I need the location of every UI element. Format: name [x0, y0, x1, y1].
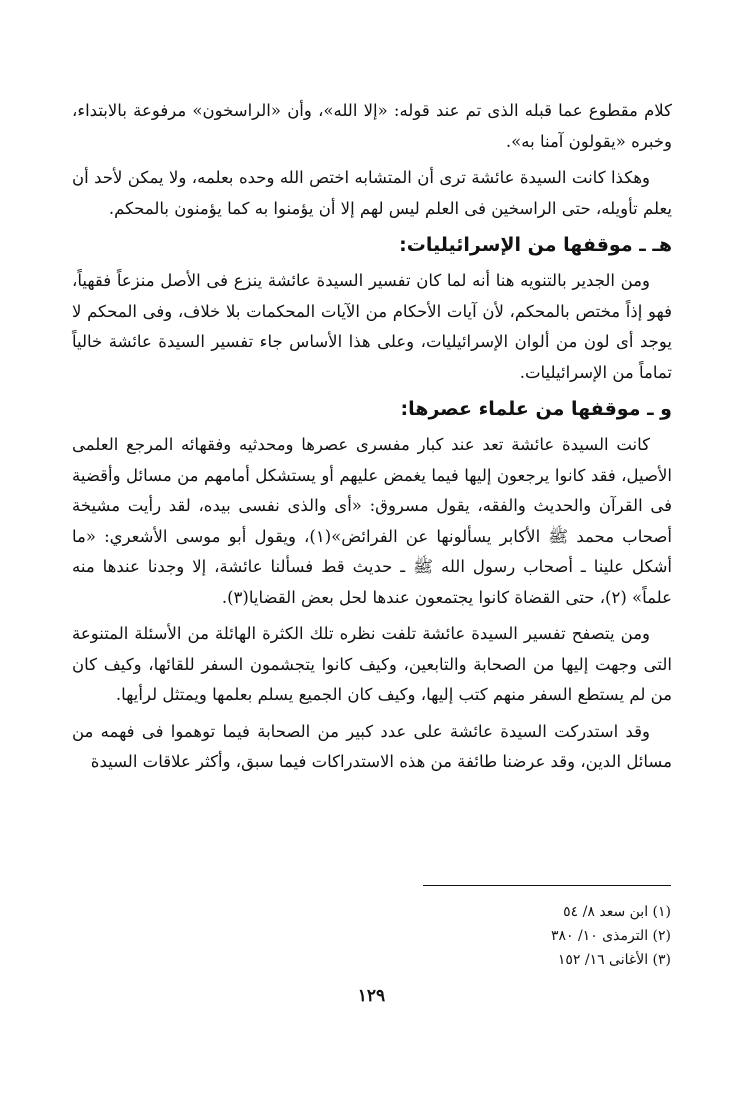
- footnotes: [371, 900, 671, 972]
- page-body: [72, 96, 672, 784]
- footnote-3: (٣) الأغانى ١٦/ ١٥٢: [557, 952, 671, 968]
- paragraph-2: وهكذا كانت السيدة عائشة ترى أن المتشابه اختص الله وحده بعلمه، ولا يمكن لأحد أن يعلم تأويله، حتى الراسخين فى العلم ليس لهم إلا أن يؤمنوا به كما يؤمنون بالمحكم.: [72, 168, 672, 218]
- section-heading-israiliyyat: هـ ـ موقفها من الإسرائيليات:: [399, 234, 672, 256]
- footnote-1: (١) ابن سعد ٨/ ٥٤: [563, 904, 671, 920]
- footnote-divider: [423, 885, 671, 886]
- paragraph-3: ومن الجدير بالتنويه هنا أنه لما كان تفسير السيدة عائشة ينزع فى الأصل منزعاً فقهياً، فهو إذاً مختص بالمحكم، لأن آيات الأحكام من الآيات المحكمات بلا خلاف، وفى المحكم لا يوجد أى لون من ألوان الإسرائيليات، وعلى هذا الأساس جاء تفسير السيدة عائشة خالياً تماماً من الإسرائيليات.: [72, 271, 672, 382]
- paragraph-1: كلام مقطوع عما قبله الذى تم عند قوله: «إلا الله»، وأن «الراسخون» مرفوعة بالابتداء، وخبره «يقولون آمنا به».: [72, 101, 672, 151]
- footnote-2: (٢) الترمذى ١٠/ ٣٨٠: [550, 928, 671, 944]
- paragraph-4: كانت السيدة عائشة تعد عند كبار مفسرى عصرها ومحدثيه وفقهائه المرجع العلمى الأصيل، فقد كانوا يرجعون إليها فيما يغمض عليهم أو يستشكل أمامهم من مسائل وأقضية فى القرآن والحديث والفقه، يقول مسروق: «أى والذى نفسى بيده، لقد رأيت مشيخة أصحاب محمد ﷺ الأكابر يسألونها عن الفرائض»(١)، ويقول أبو موسى الأشعري: «ما أشكل علينا ـ أصحاب رسول الله ﷺ ـ حديث قط فسألنا عائشة، إلا وجدنا عندها منه علماً» (٢)، حتى القضاة كانوا يجتمعون عندها لحل بعض القضايا(٣).: [72, 435, 672, 607]
- page-number: ١٢٩: [357, 986, 386, 1006]
- paragraph-5: ومن يتصفح تفسير السيدة عائشة تلفت نظره تلك الكثرة الهائلة من الأسئلة المتنوعة التى وجهت إليها من الصحابة والتابعين، وكيف كانوا يتجشمون السفر للقائها، وكيف كان من لم يستطع السفر منهم كتب إليها، وكيف كان الجميع يسلم بعلمها ويمتثل لرأيها.: [72, 624, 672, 704]
- section-heading-scholars: و ـ موقفها من علماء عصرها:: [400, 398, 672, 420]
- paragraph-6: وقد استدركت السيدة عائشة على عدد كبير من الصحابة فيما توهموا فى فهمه من مسائل الدين، وقد عرضنا طائفة من هذه الاستدراكات فيما سبق، وأكثر علاقات السيدة: [72, 721, 672, 771]
